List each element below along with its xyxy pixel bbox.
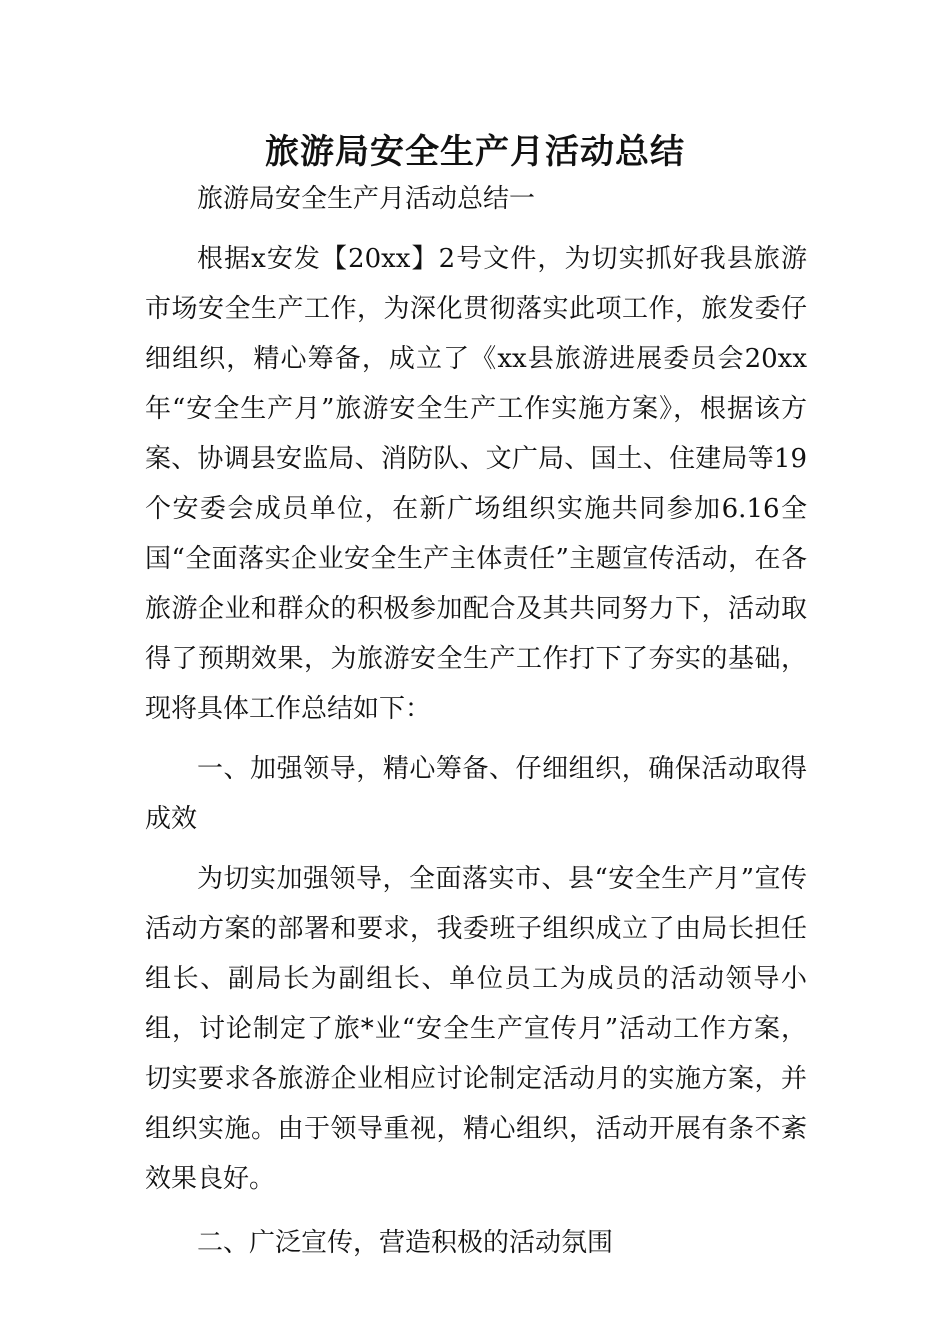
section-heading-1: 一、加强领导，精心筹备、仔细组织，确保活动取得成效 (145, 754, 807, 834)
paragraph-intro: 根据x安发【20xx】2号文件，为切实抓好我县旅游市场安全生产工作，为深化贯彻落实此项工作，旅发委仔细组织，精心筹备，成立了《xx县旅游进展委员会20xx年“安全生产月”旅游安全生产工作实施方案》，根据该方案、协调县安监局、消防队、文广局、国土、住建局等19个安委会成员单位，在新广场组织实施共同参加6.16全国“全面落实企业安全生产主体责任”主题宣传活动，在各旅游企业和群众的积极参加配合及其共同努力下，活动取得了预期效果，为旅游安全生产工作打下了夯实的基础，现将具体工作总结如下： (145, 244, 807, 724)
section-heading-2: 二、广泛宣传，营造积极的活动氛围 (197, 1228, 614, 1258)
document-body (145, 174, 807, 1268)
document-subtitle: 旅游局安全生产月活动总结一 (197, 184, 536, 214)
paragraph-section-1: 为切实加强领导，全面落实市、县“安全生产月”宣传活动方案的部署和要求，我委班子组织成立了由局长担任组长、副局长为副组长、单位员工为成员的活动领导小组，讨论制定了旅*业“安全生产宣传月”活动工作方案，切实要求各旅游企业相应讨论制定活动月的实施方案，并组织实施。由于领导重视，精心组织，活动开展有条不紊效果良好。 (145, 864, 807, 1194)
document-title: 旅游局安全生产月活动总结 (265, 132, 685, 172)
